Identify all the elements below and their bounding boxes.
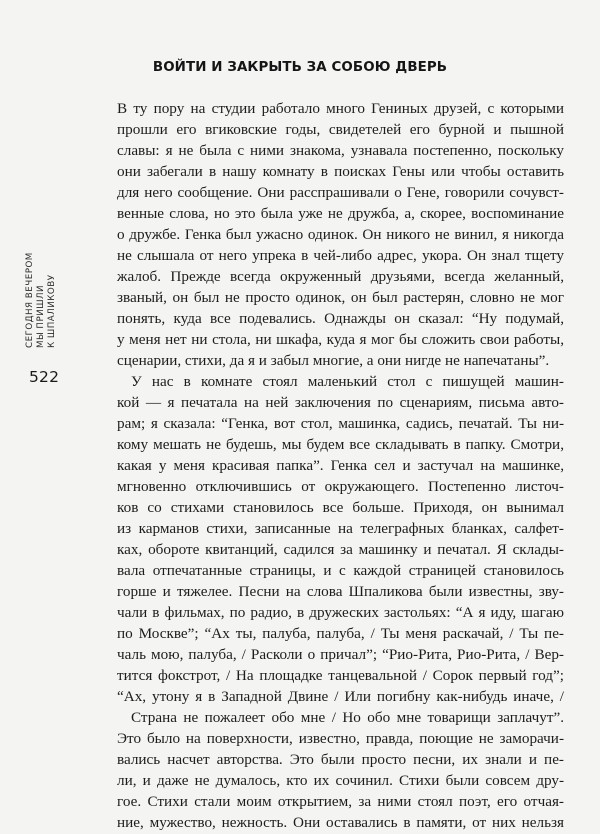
text-line: сценарии, стихи, да я и забыл многие, а они нигде не напечатаны”.	[117, 352, 550, 369]
text-line: понять, куда все подевались. Однажды он сказал: “Ну подумай,	[117, 310, 564, 327]
page-number: 522	[29, 368, 60, 386]
text-line: гое. Стихи стали моим открытием, за ними стоял поэт, его отчая-	[117, 793, 564, 810]
running-header-sidebar	[25, 252, 57, 348]
text-line: ли, и даже не думалось, кто их сочинил. Стихи были совсем дру-	[117, 772, 564, 789]
text-line: У нас в комнате стоял маленький стол с пишущей машин-	[131, 373, 564, 390]
text-line: мгновенно отключившись от окружающего. Постепенно листоч-	[117, 478, 564, 495]
running-header-line-2: МЫ ПРИШЛИ	[36, 284, 46, 348]
text-line: горше и тяжелее. Песни на слова Шпаликова были известны, зву-	[117, 583, 564, 600]
text-line: о дружбе. Генка был ужасно одинок. Он никого не винил, я никогда	[117, 226, 564, 243]
text-line: кому мешать не будешь, мы будем все складывать в папку. Смотри,	[117, 436, 564, 453]
text-line: вались насчет авторства. Это были просто песни, их знали и пе-	[117, 751, 564, 768]
text-line: у меня нет ни стола, ни шкафа, куда я мог бы сложить свои работы,	[117, 331, 564, 348]
chapter-title: ВОЙТИ И ЗАКРЫТЬ ЗА СОБОЮ ДВЕРЬ	[152, 60, 448, 75]
text-line: они забегали в нашу комнату в поисках Гены или чтобы оставить	[117, 163, 564, 180]
text-line: славы: я не была с ними знакома, узнавала постепенно, поскольку	[117, 142, 564, 159]
text-line: чали в фильмах, по радио, в дружеских застольях: “А я иду, шагаю	[117, 604, 564, 621]
text-line: прошли его вгиковские годы, свидетелей его бурной и пышной	[117, 121, 564, 138]
running-header-line-1: СЕГОДНЯ ВЕЧЕРОМ	[25, 252, 35, 348]
text-line: не слышала от него упрека в чей-либо адрес, укора. Он знал тщету	[117, 247, 564, 264]
text-line: рам; я сказала: “Генка, вот стол, машинка, садись, печатай. Ты ни-	[117, 415, 564, 432]
text-line: венные слова, но это была уже не дружба, а, скорее, воспоминание	[117, 205, 564, 222]
text-line: ков со стихами становилось все больше. Приходя, он вынимал	[117, 499, 564, 516]
text-line: жалоб. Прежде всегда окруженный друзьями, всегда желанный,	[117, 268, 564, 285]
text-line: “Ах, утону я в Западной Двине / Или погибну как-нибудь иначе, /	[117, 688, 564, 705]
text-line: из карманов стихи, записанные на телеграфных бланках, салфет-	[117, 520, 564, 537]
text-line: ние, мужество, нежность. Они оставались в памяти, от них нельзя	[117, 814, 564, 831]
text-line: для него сообщение. Они расспрашивали о Гене, говорили сочувст-	[117, 184, 564, 201]
text-line: кой — я печатала на ней заключения по сценариям, письма авто-	[117, 394, 564, 411]
text-line: ках, обороте квитанций, садился за машинку и печатал. Я склады-	[117, 541, 564, 558]
text-line: по Москве”; “Ах ты, палуба, палуба, / Ты меня раскачай, / Ты пе-	[117, 625, 564, 642]
running-header-line-3: К ШПАЛИКОВУ	[47, 274, 57, 348]
text-line: Это было на поверхности, известно, правда, поющие не заморачи-	[117, 730, 564, 747]
text-line: званый, он был не просто одинок, он был растерян, словно не мог	[117, 289, 564, 306]
text-line: тится фокстрот, / На площадке танцевальной / Сорок первый год”;	[117, 667, 564, 684]
text-line: чаль мою, палуба, / Расколи о причал”; “Рио-Рита, Рио-Рита, / Вер-	[117, 646, 564, 663]
text-line: В ту пору на студии работало много Гениных друзей, с которыми	[117, 100, 564, 117]
text-line: какая у меня красивая папка”. Генка сел и застучал на машинке,	[117, 457, 564, 474]
text-line: вала отпечатанные страницы, и с каждой страницей становилось	[117, 562, 564, 579]
text-line: Страна не пожалеет обо мне / Но обо мне товарищи заплачут”.	[131, 709, 564, 726]
